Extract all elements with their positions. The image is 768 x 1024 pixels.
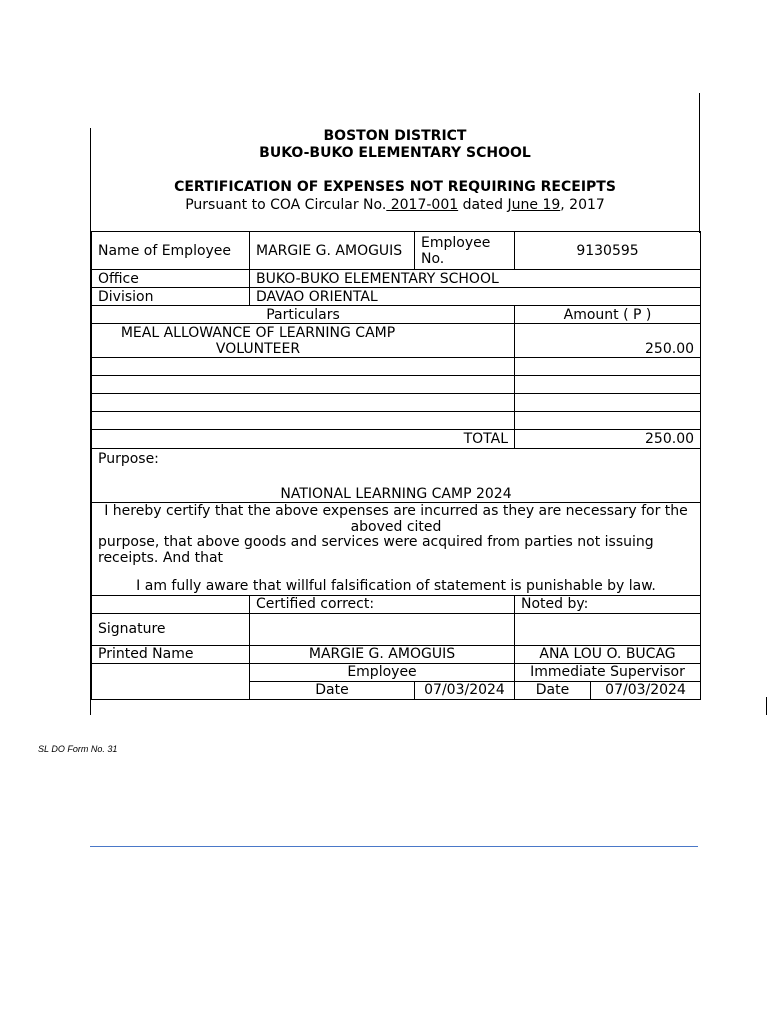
school-name: BUKO-BUKO ELEMENTARY SCHOOL [259,145,531,161]
signature-label: Signature [92,613,250,645]
supervisor-printed-name: ANA LOU O. BUCAG [515,645,701,663]
office-value: BUKO-BUKO ELEMENTARY SCHOOL [250,270,701,288]
particulars-item-row [92,324,701,358]
employee-signature-field [250,613,515,645]
employee-date: 07/03/2024 [415,681,515,699]
form-title: CERTIFICATION OF EXPENSES NOT REQUIRING RECEIPTS [174,179,616,195]
particulars-blank-row [92,376,701,394]
expense-form-table [91,231,701,700]
particular-description: MEAL ALLOWANCE OF LEARNING CAMP VOLUNTEER [92,324,515,358]
printed-name-row [92,645,701,663]
total-row [92,430,701,449]
page-divider-line [90,846,698,847]
certification-row [92,503,701,596]
certified-correct-label: Certified correct: [250,595,515,613]
printed-name-label: Printed Name [92,645,250,663]
district-name: BOSTON DISTRICT [323,128,467,144]
employee-row [92,232,701,270]
total-amount: 250.00 [515,430,701,449]
page-edge-mark [766,697,767,715]
particular-amount: 250.00 [515,324,701,358]
supervisor-date-label: Date [515,681,591,699]
dated-label: dated [458,197,508,213]
purpose-value: NATIONAL LEARNING CAMP 2024 [280,486,512,502]
division-label: Division [92,288,250,306]
employee-name-label: Name of Employee [92,232,250,270]
certification-line-3: I am fully aware that willful falsification of statement is punishable by law. [136,578,656,594]
office-label: Office [92,270,250,288]
purpose-label: Purpose: [98,451,159,467]
certification-line-1: I hereby certify that the above expenses are incurred as they are necessary for the aboved cited [104,503,688,535]
employee-role: Employee [250,663,515,681]
circular-reference [91,197,699,214]
division-value: DAVAO ORIENTAL [250,288,701,306]
signature-row [92,613,701,645]
total-label: TOTAL [92,430,515,449]
employee-no-label: Employee No. [415,232,515,270]
circular-number: 2017-001 [386,197,459,213]
employee-printed-name: MARGIE G. AMOGUIS [250,645,515,663]
purpose-row [92,449,701,503]
employee-date-label: Date [250,681,415,699]
particulars-blank-row [92,394,701,412]
pursuant-prefix: Pursuant to COA Circular No. [185,197,387,213]
supervisor-signature-field [515,613,701,645]
noted-by-label: Noted by: [515,595,701,613]
particulars-blank-row [92,412,701,430]
supervisor-role: Immediate Supervisor [515,663,701,681]
amount-header: Amount ( P ) [515,306,701,324]
certification-line-2: purpose, that above goods and services were acquired from parties not issuing receipts. And that [98,534,654,566]
circular-date: June 19 [507,197,561,213]
right-border-line [699,93,700,233]
particulars-blank-row [92,358,701,376]
employee-name-value: MARGIE G. AMOGUIS [250,232,415,270]
employee-no-value: 9130595 [515,232,701,270]
division-row [92,288,701,306]
office-row [92,270,701,288]
form-number: SL DO Form No. 31 [38,744,118,754]
supervisor-date: 07/03/2024 [591,681,701,699]
role-row [92,663,701,681]
particulars-header: Particulars [92,306,515,324]
circular-year: , 2017 [560,197,605,213]
signatory-header-row [92,595,701,613]
particulars-header-row [92,306,701,324]
